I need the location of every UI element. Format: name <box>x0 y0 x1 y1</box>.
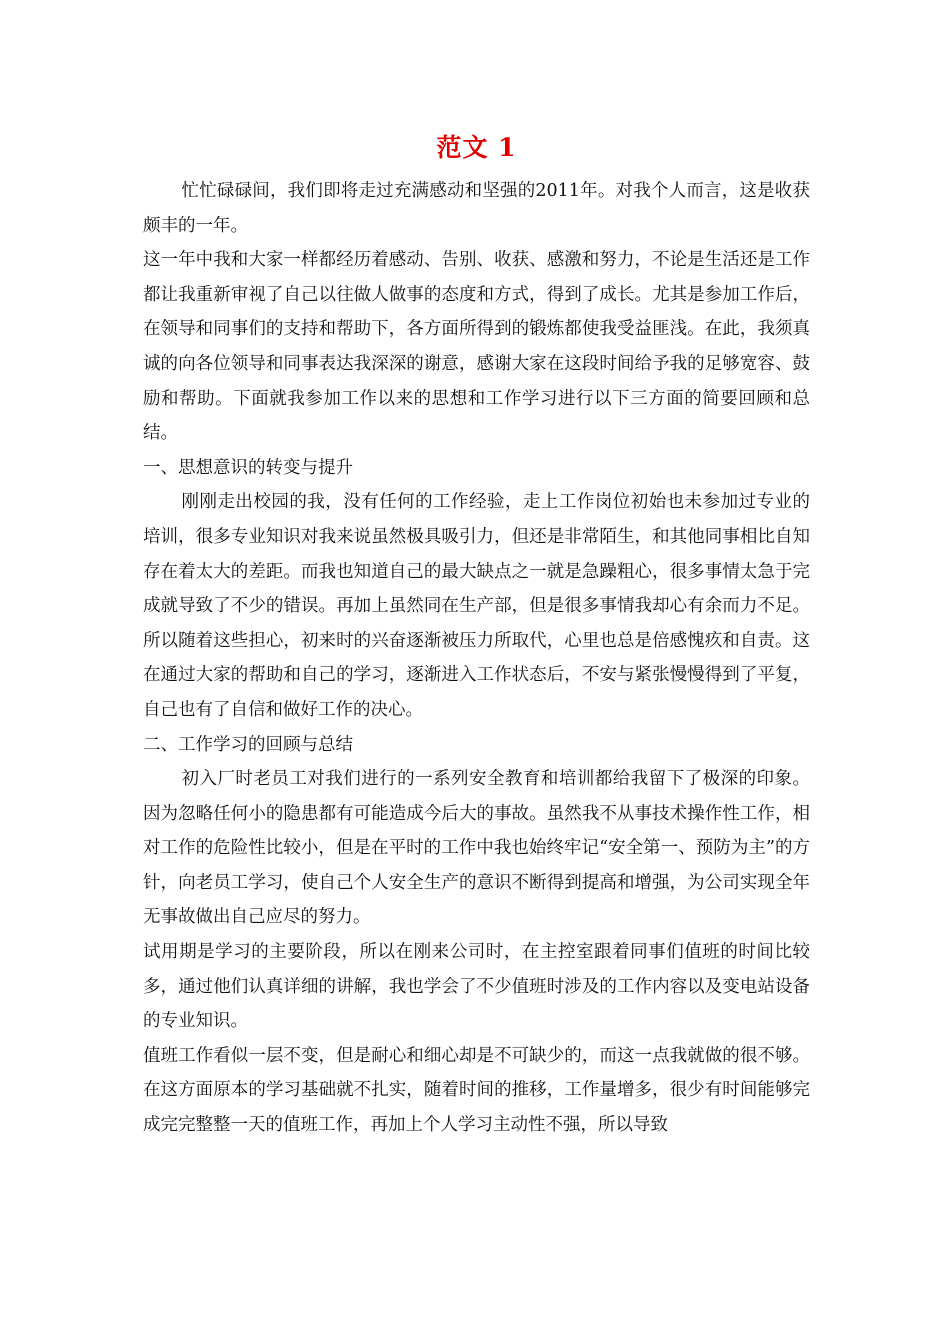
paragraph-6: 值班工作看似一层不变，但是耐心和细心却是不可缺少的，而这一点我就做的很不够。在这方面原本的学习基础就不扎实，随着时间的推移，工作量增多，很少有时间能够完成完完整整一天的值班工作，再加上个人学习主动性不强，所以导致 <box>143 1045 810 1136</box>
document-body <box>143 128 810 1143</box>
document-title: 范文 1 <box>436 133 517 162</box>
paragraph-1: 忙忙碌碌间，我们即将走过充满感动和坚强的2011年。对我个人而言，这是收获颇丰的一年。 <box>143 181 810 236</box>
paragraph-2: 这一年中我和大家一样都经历着感动、告别、收获、感激和努力，不论是生活还是工作都让我重新审视了自己以往做人做事的态度和方式，得到了成长。尤其是参加工作后，在领导和同事们的支持和帮助下，各方面所得到的锻炼都使我受益匪浅。在此，我须真诚的向各位领导和同事表达我深深的谢意，感谢大家在这段时间给予我的足够宽容、鼓励和帮助。下面就我参加工作以来的思想和工作学习进行以下三方面的简要回顾和总结。 <box>143 250 810 444</box>
paragraph-3: 刚刚走出校园的我，没有任何的工作经验，走上工作岗位初始也未参加过专业的培训，很多专业知识对我来说虽然极具吸引力，但还是非常陌生，和其他同事相比自知存在着太大的差距。而我也知道自己的最大缺点之一就是急躁粗心，很多事情太急于完成就导致了不少的错误。再加上虽然同在生产部，但是很多事情我却心有余而力不足。所以随着这些担心，初来时的兴奋逐渐被压力所取代，心里也总是倍感愧疚和自责。这在通过大家的帮助和自己的学习，逐渐进入工作状态后，不安与紧张慢慢得到了平复，自己也有了自信和做好工作的决心。 <box>143 492 810 720</box>
section-heading-2: 二、工作学习的回顾与总结 <box>143 734 353 755</box>
paragraph-4: 初入厂时老员工对我们进行的一系列安全教育和培训都给我留下了极深的印象。因为忽略任何小的隐患都有可能造成今后大的事故。虽然我不从事技术操作性工作，相对工作的危险性比较小，但是在平时的工作中我也始终牢记“安全第一、预防为主”的方针，向老员工学习，使自己个人安全生产的意识不断得到提高和增强，为公司实现全年无事故做出自己应尽的努力。 <box>143 769 810 928</box>
section-heading-1: 一、思想意识的转变与提升 <box>143 457 353 478</box>
paragraph-5: 试用期是学习的主要阶段，所以在刚来公司时，在主控室跟着同事们值班的时间比较多，通过他们认真详细的讲解，我也学会了不少值班时涉及的工作内容以及变电站设备的专业知识。 <box>143 942 810 1032</box>
